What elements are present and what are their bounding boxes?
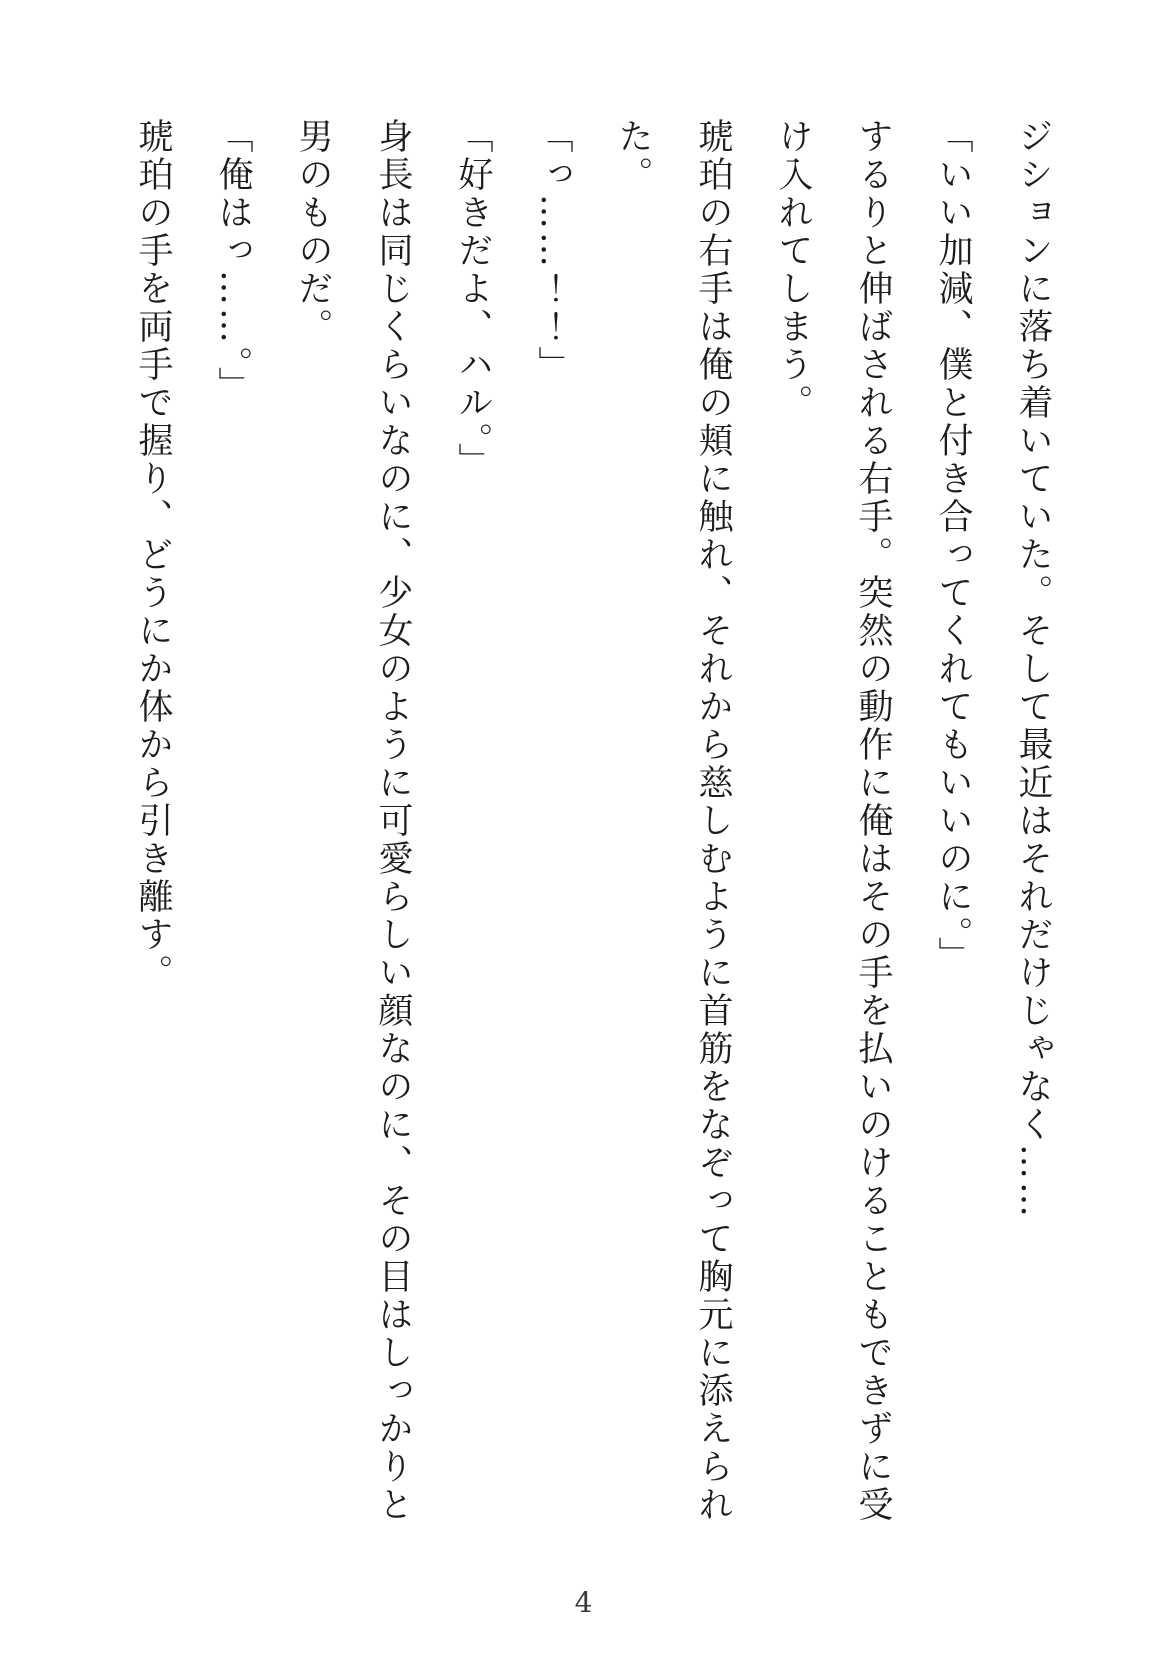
- text-line: 「っ……！！」: [533, 118, 573, 384]
- body-text: [113, 118, 1073, 1538]
- text-line: 「好きだよ、ハル。」: [453, 118, 493, 481]
- text-line: ジションに落ち着いていた。そして最近はそれだけじゃなく……: [1013, 118, 1053, 1220]
- page-number: 4: [574, 1586, 593, 1619]
- text-line: け入れてしまう。: [773, 118, 813, 422]
- text-line: 「俺はっ……。」: [213, 118, 253, 405]
- text-line: 身長は同じくらいなのに、少女のように可愛らしい顔なのに、その目はしっかりと: [373, 118, 413, 1524]
- text-line: するりと伸ばされる右手。突然の動作に俺はその手を払いのけることもできずに受: [853, 118, 893, 1524]
- text-line: 男のものだ。: [293, 118, 333, 346]
- text-line: た。: [613, 118, 653, 194]
- text-line: 「いい加減、僕と付き合ってくれてもいいのに。」: [933, 118, 973, 975]
- text-line: 琥珀の右手は俺の頬に触れ、それから慈しむように首筋をなぞって胸元に添えられ: [693, 118, 733, 1524]
- text-line: 琥珀の手を両手で握り、どうにか体から引き離す。: [133, 118, 173, 992]
